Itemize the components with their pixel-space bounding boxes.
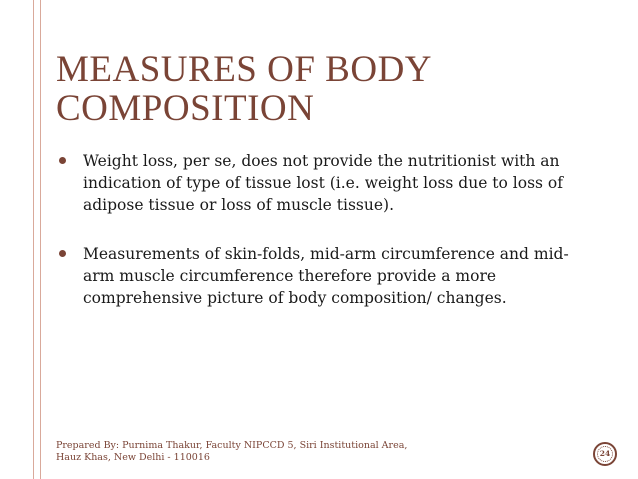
bullet-item: [58, 150, 598, 216]
left-decorative-rule: [33, 0, 41, 479]
bullet-list: [58, 150, 598, 309]
footer-line-2: Hauz Khas, New Delhi - 110016: [56, 452, 210, 463]
page-number-badge: [593, 442, 617, 466]
footer-line-1: Prepared By: Purnima Thakur, Faculty NIPCCD 5, Siri Institutional Area,: [56, 440, 408, 451]
bullet-dot-icon: [59, 157, 66, 164]
footer-credit: [56, 440, 416, 464]
bullet-text: Measurements of skin-folds, mid-arm circumference and mid-arm muscle circumference therefore provide a more comprehensive picture of body composition/ changes.: [83, 245, 569, 307]
bullet-dot-icon: [59, 250, 66, 257]
slide-title: MEASURES OF BODY COMPOSITION: [56, 49, 431, 129]
bullet-item: [58, 243, 598, 309]
page-number: 24: [597, 446, 613, 462]
bullet-text: Weight loss, per se, does not provide the nutritionist with an indication of type of tissue lost (i.e. weight loss due to loss of adipose tissue or loss of muscle tissue).: [83, 152, 563, 214]
